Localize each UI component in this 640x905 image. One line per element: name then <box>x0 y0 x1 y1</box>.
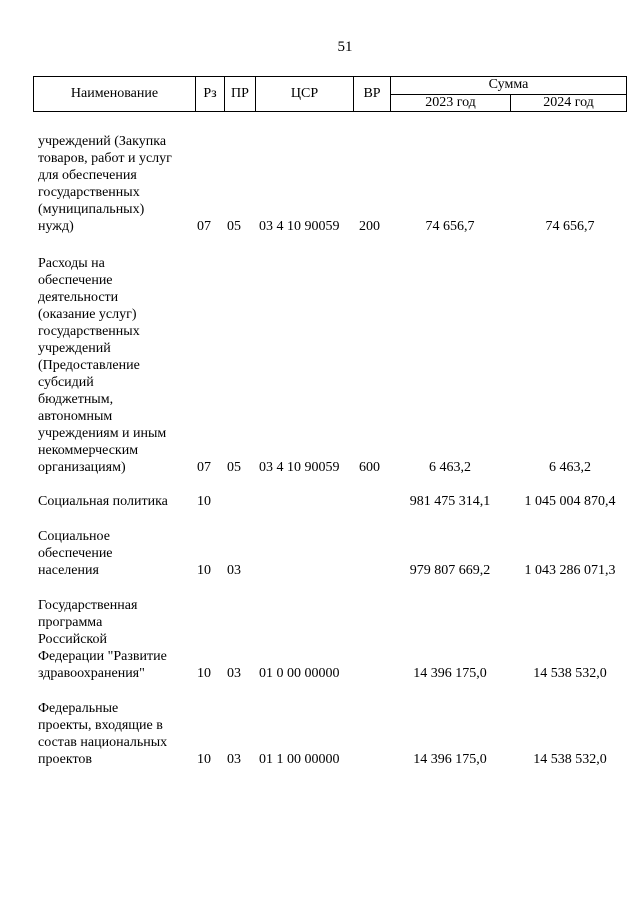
row-name: Социальная политика <box>38 494 168 509</box>
row-sum-2023: 6 463,2 <box>429 460 471 475</box>
row-rz: 10 <box>197 752 211 767</box>
row-sum-2024: 1 043 286 071,3 <box>524 563 616 578</box>
row-sum-2023: 14 396 175,0 <box>413 752 487 767</box>
row-pr: 03 <box>227 563 241 578</box>
row-name: Социальное обеспечение населения <box>38 529 113 578</box>
table-row <box>0 125 640 235</box>
row-csr: 03 4 10 90059 <box>259 219 340 234</box>
row-sum-2024: 74 656,7 <box>545 219 595 234</box>
header-year-2023: 2023 год <box>391 94 511 112</box>
row-pr: 03 <box>227 666 241 681</box>
row-sum-2024: 14 538 532,0 <box>533 752 607 767</box>
table-header <box>33 76 627 112</box>
row-sum-2023: 979 807 669,2 <box>409 563 491 578</box>
row-sum-2024: 6 463,2 <box>549 460 591 475</box>
row-csr: 01 1 00 00000 <box>259 752 340 767</box>
row-vr: 600 <box>359 460 380 475</box>
row-csr: 01 0 00 00000 <box>259 666 340 681</box>
row-rz: 07 <box>197 219 211 234</box>
header-name: Наименование <box>34 77 196 112</box>
table-row <box>0 525 640 579</box>
row-name: Федеральные проекты, входящие в состав национальных проектов <box>38 701 168 767</box>
page-number: 51 <box>337 39 353 55</box>
row-rz: 10 <box>197 666 211 681</box>
row-pr: 03 <box>227 752 241 767</box>
header-csr: ЦСР <box>256 77 354 112</box>
header-pr: ПР <box>225 77 256 112</box>
row-sum-2024: 14 538 532,0 <box>533 666 607 681</box>
row-sum-2023: 981 475 314,1 <box>409 494 491 509</box>
row-rz: 10 <box>197 494 211 509</box>
table-row <box>0 248 640 476</box>
row-sum-2023: 14 396 175,0 <box>413 666 487 681</box>
header-rz: Рз <box>196 77 225 112</box>
row-sum-2023: 74 656,7 <box>425 219 475 234</box>
header-vr: ВР <box>354 77 391 112</box>
row-rz: 07 <box>197 460 211 475</box>
row-pr: 05 <box>227 219 241 234</box>
table-row <box>0 593 640 682</box>
table-row <box>0 697 640 768</box>
row-vr: 200 <box>359 219 380 234</box>
table-row <box>0 490 640 510</box>
row-rz: 10 <box>197 563 211 578</box>
row-csr: 03 4 10 90059 <box>259 460 340 475</box>
row-name: Государственная программа Российской Федерации "Развитие здравоохранения" <box>38 598 167 681</box>
header-year-2024: 2024 год <box>511 94 627 112</box>
row-sum-2024: 1 045 004 870,4 <box>524 494 616 509</box>
row-name: учреждений (Закупка товаров, работ и услуг для обеспечения государственных (муниципальных) нужд) <box>38 134 172 234</box>
row-pr: 05 <box>227 460 241 475</box>
row-name: Расходы на обеспечение деятельности (оказание услуг) государственных учреждений (Предоставление субсидий бюджетным, автономным учреждениям и иным некоммерческим организациям) <box>38 256 167 475</box>
header-sum: Сумма <box>391 77 627 95</box>
